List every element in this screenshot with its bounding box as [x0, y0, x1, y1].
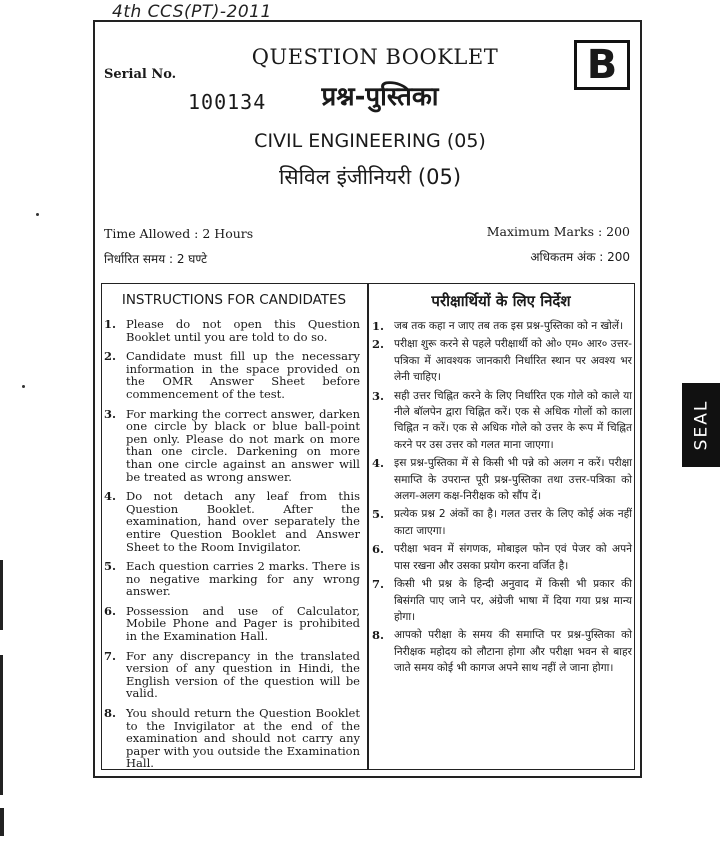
instruction-item [372, 506, 632, 539]
instruction-text: किसी भी प्रश्न के हिन्दी अनुवाद में किसी भी प्रकार की बिसंगति पाए जाने पर, अंग्रेजी भाषा में दिया गया प्रश्न मान्य होगा। [394, 578, 632, 623]
instruction-number: 4. [104, 489, 117, 504]
instruction-item [372, 541, 632, 574]
serial-number: 100134 [188, 90, 267, 114]
seal-tab [682, 383, 720, 467]
instruction-text: Each question carries 2 marks. There is no negative marking for any wrong answer. [126, 559, 360, 599]
instruction-item [372, 388, 632, 454]
instruction-item [372, 627, 632, 676]
subject-title-en: CIVIL ENGINEERING (05) [254, 130, 486, 152]
margin-mark [0, 560, 3, 630]
instruction-text: Possession and use of Calculator, Mobile Phone and Pager is prohibited in the Examination Hall. [126, 603, 360, 644]
column-divider [367, 284, 369, 769]
instructions-list-hi [372, 318, 632, 679]
instruction-text: परीक्षा भवन में संगणक, मोबाइल फोन एवं पेजर को अपने पास रखना और उसका प्रयोग करना वर्जित है। [394, 543, 632, 572]
instruction-text: For any discrepancy in the translated version of any question in Hindi, the English version of the question will be valid. [126, 648, 360, 701]
instruction-number: 7. [372, 577, 385, 592]
instruction-number: 3. [104, 406, 117, 421]
series-code-box [574, 40, 630, 90]
instruction-number: 8. [372, 628, 385, 643]
instruction-item [104, 650, 360, 700]
booklet-title-hi: प्रश्न-पुस्तिका [321, 82, 439, 112]
margin-mark [0, 655, 3, 795]
instruction-number: 6. [104, 603, 117, 618]
instruction-item [104, 408, 360, 484]
instruction-item [104, 350, 360, 400]
max-marks-en: Maximum Marks : 200 [486, 224, 630, 239]
instruction-item [104, 707, 360, 770]
instruction-number: 3. [372, 388, 385, 403]
instruction-number: 6. [372, 542, 385, 557]
instruction-number: 5. [372, 507, 385, 522]
handwritten-note: 4th CCS(PT)-2011 [112, 2, 272, 22]
instruction-text: आपको परीक्षा के समय की समाप्ति पर प्रश्न-पुस्तिका को निरीक्षक महोदय को लौटाना होगा और परीक्षा भवन से बाहर जाते समय कोई भी कागज अपने साथ नहीं ले जाना होगा। [394, 629, 632, 675]
instruction-number: 1. [372, 319, 385, 333]
margin-mark [0, 808, 4, 836]
instruction-item [372, 318, 632, 334]
instruction-item [372, 336, 632, 385]
instruction-item [104, 490, 360, 553]
serial-label: Serial No. [104, 67, 177, 82]
instruction-number: 7. [104, 648, 117, 663]
subject-title-hi: सिविल इंजीनियरी (05) [278, 165, 462, 189]
booklet-title-en: QUESTION BOOKLET [251, 45, 499, 69]
instruction-number: 1. [104, 317, 117, 331]
instruction-text: इस प्रश्न-पुस्तिका में से किसी भी पन्ने को अलग न करें। परीक्षा समाप्ति के उपरान्त पूरी प्रश्न-पुस्तिका तथा उत्तर-पत्रिका को अलग-अलग कक्ष-निरीक्षक को सौंप दें। [394, 457, 632, 503]
max-marks-hi: अधिकतम अंक : 200 [530, 250, 630, 264]
instruction-item [104, 560, 360, 598]
instruction-text: Do not detach any leaf from this Question Booklet. After the examination, hand over separately the entire Question Booklet and Answer Sheet to the Room Invigilator. [126, 489, 360, 554]
time-allowed-hi: निर्धारित समय : 2 घण्टे [104, 252, 208, 266]
instructions-heading-en: INSTRUCTIONS FOR CANDIDATES [121, 292, 347, 308]
instruction-text: Please do not open this Question Booklet until you are told to do so. [126, 317, 360, 344]
instruction-text: सही उत्तर चिह्नित करने के लिए निर्धारित एक गोले को काले या नीले बॉलपेन द्वारा चिह्नित करें। एक से अधिक गोलों को काला चिह्नित न करें। एक से अधिक गोले को उत्तर के रूप में चिह्नित करने पर उस उत्तर को गलत माना जाएगा। [394, 389, 632, 451]
seal-label: SEAL [691, 399, 712, 451]
instruction-text: प्रत्येक प्रश्न 2 अंकों का है। गलत उत्तर के लिए कोई अंक नहीं काटा जाएगा। [394, 508, 632, 537]
instructions-heading-hi: परीक्षार्थियों के लिए निर्देश [431, 292, 571, 310]
instruction-item [104, 318, 360, 343]
series-code: B [586, 42, 618, 88]
instruction-text: जब तक कहा न जाए तब तक इस प्रश्न-पुस्तिका को न खोलें। [394, 320, 624, 332]
instruction-number: 4. [372, 456, 385, 471]
instruction-item [372, 576, 632, 625]
instruction-number: 5. [104, 559, 117, 574]
instruction-text: You should return the Question Booklet to the Invigilator at the end of the examination and should not carry any paper with you outside the Examination Hall. [126, 706, 360, 771]
instruction-text: For marking the correct answer, darken one circle by black or blue ball-point pen only. Please do not mark on more than one circle. Darkening on more than one circle against an answer will be treated as wrong answer. [126, 406, 360, 484]
instruction-text: परीक्षा शुरू करने से पहले परीक्षार्थी को ओ० एम० आर० उत्तर-पत्रिका में आवश्यक जानकारी निर्धारित स्थान पर अवश्य भर लेनी चाहिए। [394, 338, 632, 384]
instruction-number: 8. [104, 706, 117, 721]
instruction-number: 2. [104, 349, 117, 364]
instruction-item [104, 605, 360, 643]
time-allowed-en: Time Allowed : 2 Hours [104, 226, 254, 241]
instruction-item [372, 455, 632, 504]
speck [22, 385, 25, 388]
instructions-list-en [104, 318, 360, 777]
instruction-text: Candidate must fill up the necessary information in the space provided on the OMR Answer Sheet before commencement of the test. [126, 349, 360, 401]
instruction-number: 2. [372, 337, 385, 352]
speck [36, 213, 39, 216]
